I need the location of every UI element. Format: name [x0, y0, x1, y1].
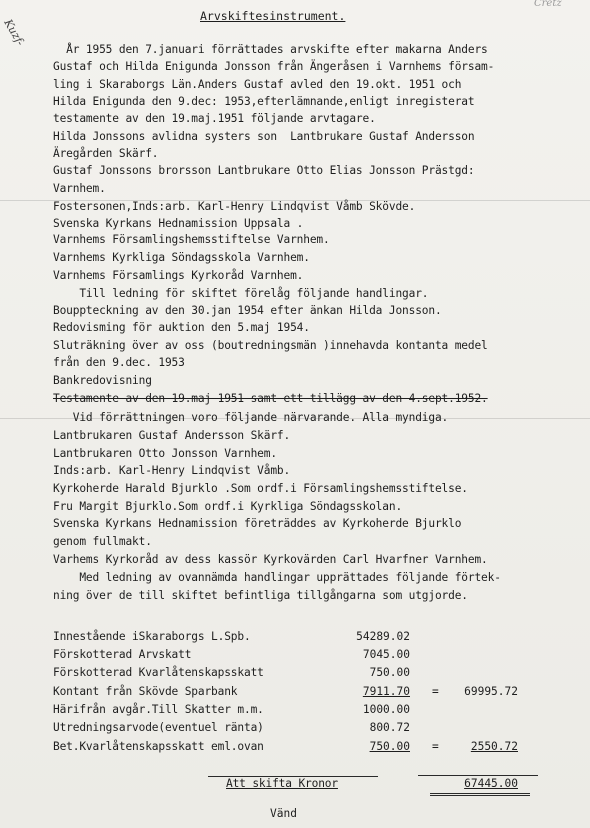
ledger-amount: 7911.70: [362, 685, 410, 698]
body-line: Lantbrukaren Gustaf Andersson Skärf.: [53, 429, 291, 442]
ledger-amount: 800.72: [369, 721, 410, 734]
body-line: Svenska Kyrkans Hednamission företräddes av Kyrkoherde Bjurklo: [53, 517, 462, 530]
body-line: Gustaf Jonssons brorsson Lantbrukare Otto Elias Jonsson Prästgd:: [53, 164, 475, 177]
body-line: Bouppteckning av den 30.jan 1954 efter änkan Hilda Jonsson.: [53, 304, 442, 317]
body-line: Redovisming för auktion den 5.maj 1954.: [53, 321, 310, 334]
margin-signature: Kuzf-: [1, 17, 27, 48]
ledger-underline: [418, 775, 538, 776]
body-line: Testamente av den 19.maj 1951 samt ett tillägg av den 4.sept.1952.: [53, 392, 488, 405]
body-line: genom fullmakt.: [53, 535, 152, 548]
document-title: Arvskiftesinstrument.: [200, 9, 346, 23]
body-line: testamente av den 19.maj.1951 följande arvtagare.: [53, 112, 376, 125]
body-line: Svenska Kyrkans Hednamission Uppsala .: [53, 217, 304, 230]
turn-page-note: Vänd: [270, 807, 297, 820]
body-line: Med ledning av ovannämda handlingar upprättades följande förtek-: [53, 571, 501, 584]
body-line: ning över de till skiftet befintliga tillgångarna som utgjorde.: [53, 589, 468, 602]
ledger-amount: 750.00: [369, 740, 410, 753]
body-line: från den 9.dec. 1953: [53, 356, 185, 369]
body-line: ling i Skaraborgs Län.Anders Gustaf avled den 19.okt. 1951 och: [53, 78, 462, 91]
ledger-equals: =: [432, 685, 439, 698]
ledger-label: Bet.Kvarlåtenskapsskatt eml.ovan: [53, 740, 264, 753]
corner-note: Cretz: [534, 0, 562, 9]
ledger-label: Innestående iSkaraborgs L.Spb.: [53, 630, 251, 643]
final-label: Att skifta Kronor: [226, 777, 338, 790]
ledger-label: Förskotterad Kvarlåtenskapsskatt: [53, 666, 264, 679]
total-double-rule: [430, 793, 530, 794]
body-line: Bankredovisning: [53, 374, 152, 387]
ledger-subtotal: 69995.72: [464, 685, 518, 698]
body-line: Gustaf och Hilda Enigunda Jonsson från Ängeråsen i Varnhems försam-: [53, 60, 495, 73]
body-line: Hilda Jonssons avlidna systers son Lantbrukare Gustaf Andersson: [53, 130, 475, 143]
ledger-equals: =: [432, 740, 439, 753]
ledger-amount: 54289.02: [356, 630, 410, 643]
body-line: År 1955 den 7.januari förrättades arvskifte efter makarna Anders: [53, 43, 488, 56]
total-double-rule: [430, 795, 530, 796]
ledger-label: Kontant från Skövde Sparbank: [53, 685, 238, 698]
body-line: Fru Margit Bjurklo.Som ordf.i Kyrkliga Söndagsskolan.: [53, 500, 403, 513]
ledger-label: Härifrån avgår.Till Skatter m.m.: [53, 703, 264, 716]
ledger-subtotal: 2550.72: [470, 740, 518, 753]
body-line: Hilda Enigunda den 9.dec: 1953,efterlämnande,enligt inregisterat: [53, 95, 475, 108]
body-line: Vid förrättningen voro följande närvarande. Alla myndiga.: [53, 411, 449, 424]
body-line: Fostersonen,Inds:arb. Karl-Henry Lindqvist Våmb Skövde.: [53, 200, 416, 213]
final-total: 67445.00: [464, 777, 518, 790]
body-line: Inds:arb. Karl-Henry Lindqvist Våmb.: [53, 464, 291, 477]
body-line: Till ledning för skiftet förelåg följande handlingar.: [53, 287, 429, 300]
body-line: Äregården Skärf.: [53, 147, 159, 160]
body-line: Kyrkoherde Harald Bjurklo .Som ordf.i Församlingshemsstiftelse.: [53, 482, 468, 495]
body-line: Varnhem.: [53, 182, 106, 195]
body-line: Varnhems Församlings Kyrkoråd Varnhem.: [53, 269, 304, 282]
ledger-label: Förskotterad Arvskatt: [53, 648, 192, 661]
ledger-amount: 1000.00: [362, 703, 410, 716]
body-line: Varhems Kyrkoråd av dess kassör Kyrkovärden Carl Hvarfner Varnhem.: [53, 553, 488, 566]
body-line: Lantbrukaren Otto Jonsson Varnhem.: [53, 447, 277, 460]
body-line: Sluträkning över av oss (boutredningsmän )innehavda kontanta medel: [53, 339, 488, 352]
body-line: Varnhems Församlingshemsstiftelse Varnhem.: [53, 233, 330, 246]
body-line: Varnhems Kyrkliga Söndagsskola Varnhem.: [53, 251, 310, 264]
ledger-amount: 7045.00: [362, 648, 410, 661]
ledger-label: Utredningsarvode(eventuel ränta): [53, 721, 264, 734]
ledger-amount: 750.00: [369, 666, 410, 679]
